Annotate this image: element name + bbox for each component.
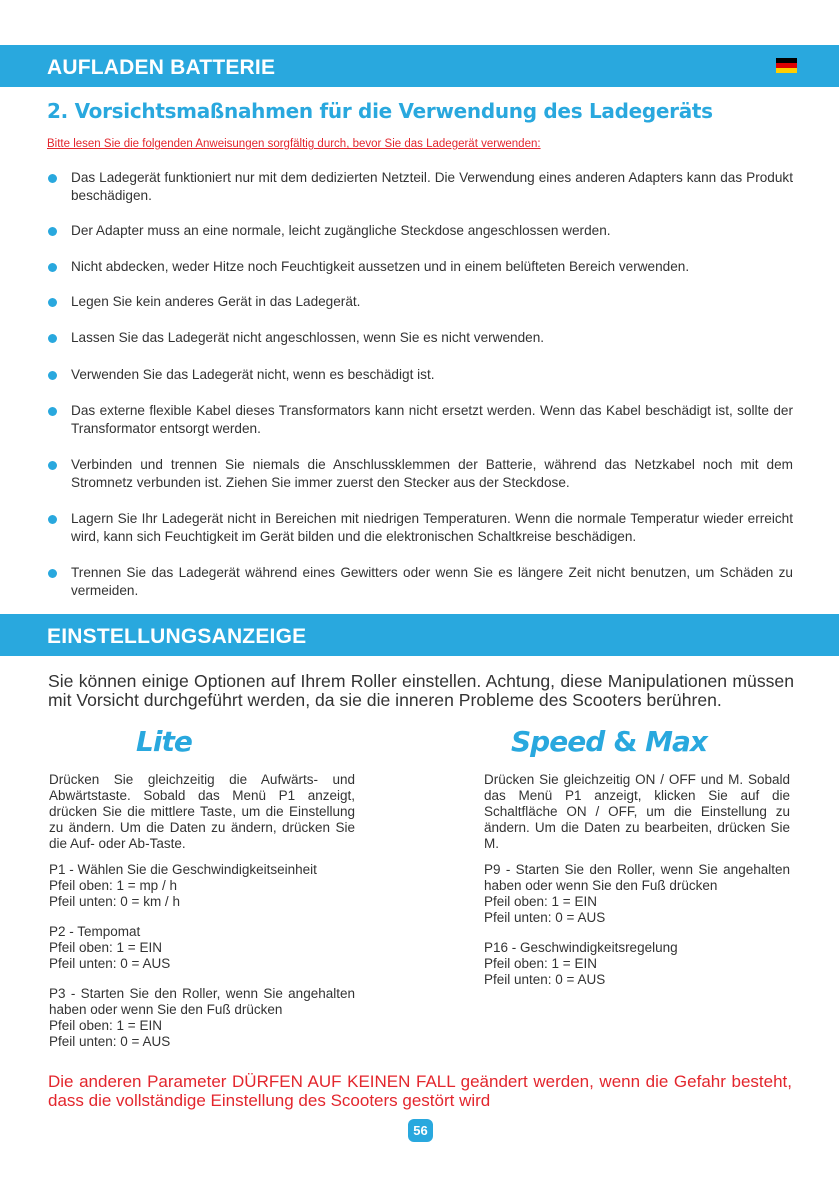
- bullet-icon: [48, 461, 57, 470]
- p2-up: Pfeil oben: 1 = EIN: [49, 940, 162, 955]
- p16-up: Pfeil oben: 1 = EIN: [484, 956, 597, 971]
- p3-up: Pfeil oben: 1 = EIN: [49, 1018, 162, 1033]
- p3-down: Pfeil unten: 0 = AUS: [49, 1034, 171, 1049]
- bullet-icon: [48, 263, 57, 272]
- ampersand: &: [612, 725, 637, 758]
- german-flag-icon: [776, 58, 797, 73]
- bullet-icon: [48, 227, 57, 236]
- p2-down: Pfeil unten: 0 = AUS: [49, 956, 171, 971]
- p1-down: Pfeil unten: 0 = km / h: [49, 894, 180, 909]
- p9-down: Pfeil unten: 0 = AUS: [484, 910, 606, 925]
- header-band: [0, 45, 839, 87]
- p1-up: Pfeil oben: 1 = mp / h: [49, 878, 177, 893]
- settings-band: [0, 614, 839, 656]
- p2-title: P2 - Tempomat: [49, 924, 141, 939]
- lite-logo: Lite: [136, 725, 192, 758]
- speedmax-settings-column: [484, 772, 790, 988]
- settings-intro: Sie können einige Optionen auf Ihrem Roller einstellen. Achtung, diese Manipulationen müssen mit Vorsicht durchgeführt werden, da sie die inneren Probleme des Scooters berühren.: [48, 671, 794, 710]
- max-logo-text: Max: [645, 725, 707, 758]
- bullet-icon: [48, 334, 57, 343]
- p16-title: P16 - Geschwindigkeitsregelung: [484, 940, 678, 955]
- bullet-icon: [48, 407, 57, 416]
- lite-settings-column: [49, 772, 355, 1050]
- bullet-icon: [48, 298, 57, 307]
- p3-title: P3 - Starten Sie den Roller, wenn Sie angehalten haben oder wenn Sie den Fuß drücken: [49, 986, 355, 1017]
- parameter-warning: Die anderen Parameter DÜRFEN AUF KEINEN FALL geändert werden, wenn die Gefahr besteht, dass die vollständige Einstellung des Scooters gestört wird: [48, 1072, 792, 1110]
- precautions-heading: 2. Vorsichtsmaßnahmen für die Verwendung des Ladegeräts: [47, 99, 713, 123]
- section-title-battery: AUFLADEN BATTERIE: [47, 56, 276, 79]
- section-title-settings: EINSTELLUNGSANZEIGE: [47, 625, 307, 648]
- speedmax-instructions: Drücken Sie gleichzeitig ON / OFF und M. Sobald das Menü P1 anzeigt, klicken Sie auf die Schaltfläche ON / OFF, um die Einstellung zu ändern. Um die Daten zu bearbeiten, drücken Sie M.: [484, 772, 790, 851]
- bullet-icon: [48, 371, 57, 380]
- lite-instructions: Drücken Sie gleichzeitig die Aufwärts- und Abwärtstaste. Sobald das Menü P1 anzeigt, drücken Sie die mittlere Taste, um die Einstellung zu ändern. Um die Daten zu ändern, drücken Sie die Auf- oder Ab-Taste.: [49, 772, 355, 851]
- speed-max-logo: [511, 725, 707, 758]
- bullet-icon: [48, 569, 57, 578]
- page-number: 56: [408, 1119, 433, 1142]
- p9-up: Pfeil oben: 1 = EIN: [484, 894, 597, 909]
- speed-logo-text: Speed: [511, 725, 605, 758]
- p9-title: P9 - Starten Sie den Roller, wenn Sie angehalten haben oder wenn Sie den Fuß drücken: [484, 862, 790, 893]
- read-instructions-warning: Bitte lesen Sie die folgenden Anweisungen sorgfältig durch, bevor Sie das Ladegerät verwenden:: [47, 138, 541, 150]
- bullet-icon: [48, 174, 57, 183]
- p1-title: P1 - Wählen Sie die Geschwindigkeitseinheit: [49, 862, 317, 877]
- p16-down: Pfeil unten: 0 = AUS: [484, 972, 606, 987]
- bullet-icon: [48, 515, 57, 524]
